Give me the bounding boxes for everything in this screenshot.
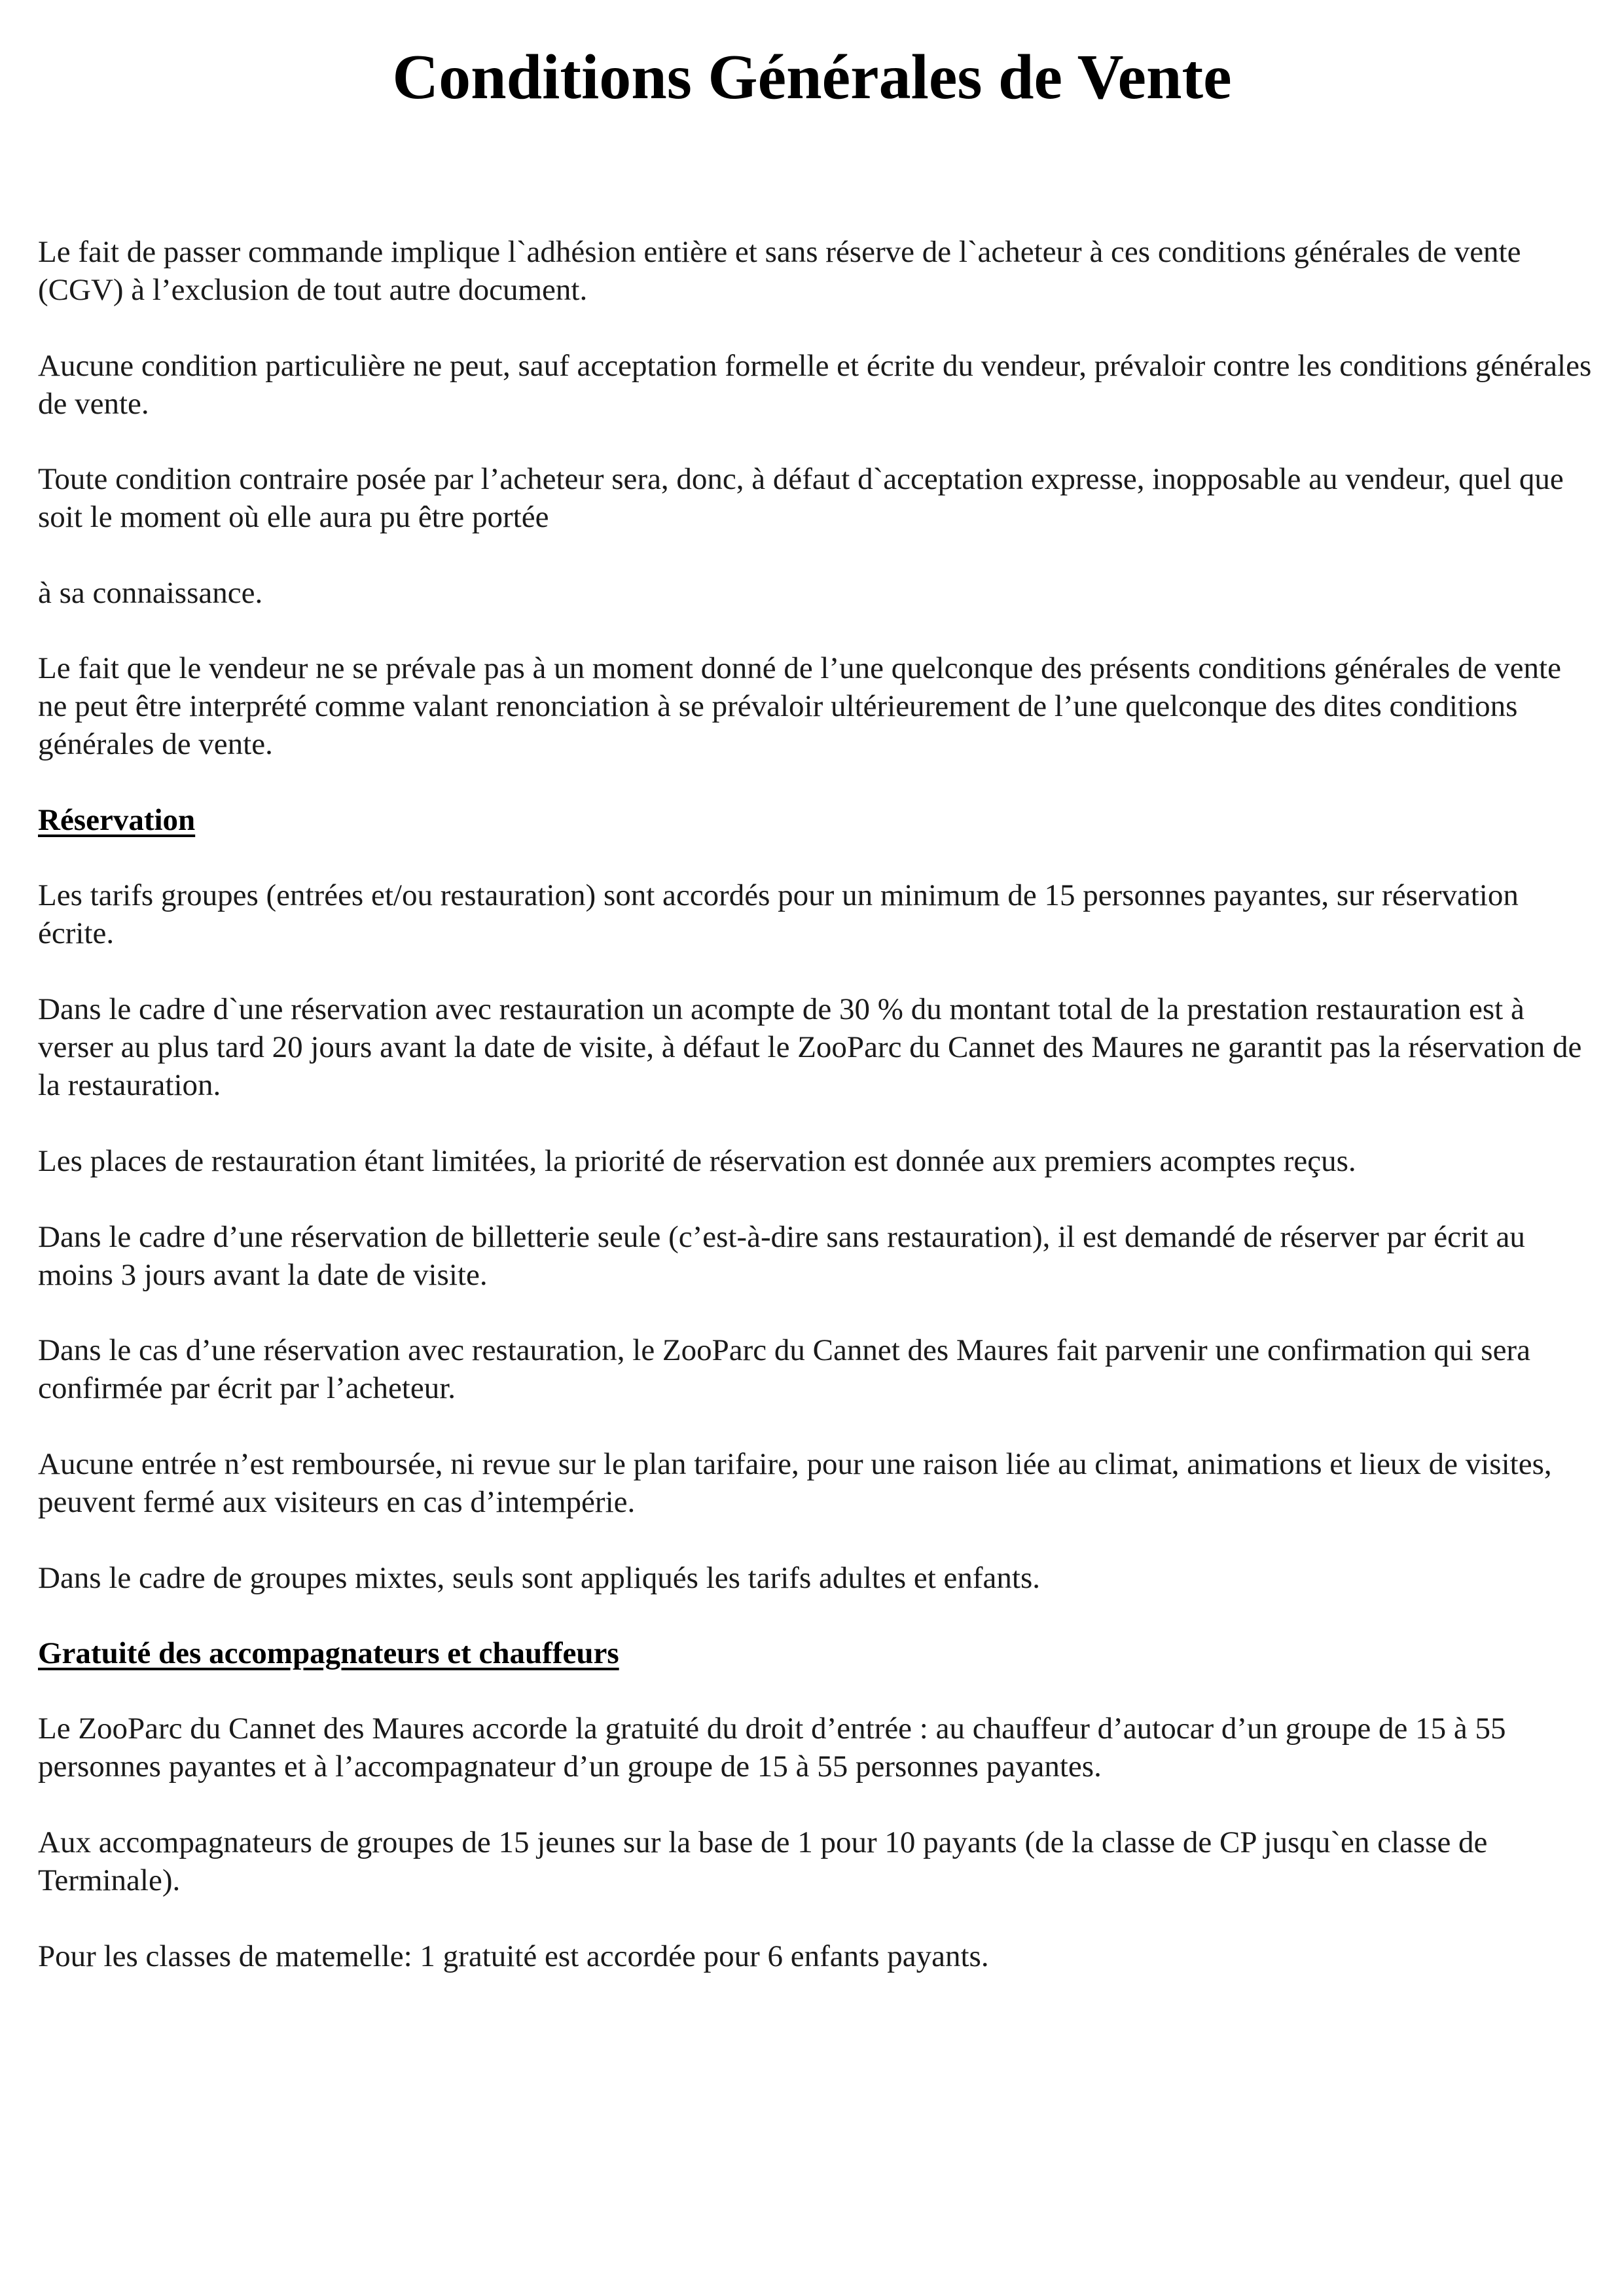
reservation-paragraph-priority: Les places de restauration étant limitées, la priorité de réservation est donnée aux premiers acomptes reçus. [38, 1144, 1356, 1178]
reservation-paragraph-mixed-groups: Dans le cadre de groupes mixtes, seuls sont appliqués les tarifs adultes et enfants. [38, 1561, 1041, 1595]
intro-paragraph-contrary-conditions: Toute condition contraire posée par l’acheteur sera, donc, à défaut d`acceptation expresse, inopposable au vendeur, quel que soit le moment où elle aura pu être portée [38, 462, 1564, 534]
intro-paragraph-non-waiver: Le fait que le vendeur ne se prévale pas à un moment donné de l’une quelconque des présents conditions générales de vente ne peut être interprété comme valant renonciation à se prévaloir ultérieurement de l’une quelconque des dites conditions générales de vente. [38, 651, 1561, 761]
reservation-paragraph-ticketing-only: Dans le cadre d’une réservation de billetterie seule (c’est-à-dire sans restauration), il est demandé de réserver par écrit au moins 3 jours avant la date de visite. [38, 1220, 1525, 1292]
section-heading-reservation: Réservation [38, 803, 196, 837]
section-heading-gratuite: Gratuité des accompagnateurs et chauffeurs [38, 1636, 619, 1670]
intro-paragraph-acceptance: Le fait de passer commande implique l`adhésion entière et sans réserve de l`acheteur à ces conditions générales de vente (CGV) à l’exclusion de tout autre document. [38, 235, 1521, 307]
gratuite-paragraph-kindergarten: Pour les classes de matemelle: 1 gratuité est accordée pour 6 enfants payants. [38, 1939, 989, 1973]
intro-paragraph-knowledge: à sa connaissance. [38, 576, 263, 610]
gratuite-paragraph-driver-companion: Le ZooParc du Cannet des Maures accorde la gratuité du droit d’entrée : au chauffeur d’autocar d’un groupe de 15 à 55 personnes payantes et à l’accompagnateur d’un groupe de 15 à 55 personnes payantes. [38, 1712, 1506, 1784]
reservation-paragraph-group-rates: Les tarifs groupes (entrées et/ou restauration) sont accordés pour un minimum de 15 personnes payantes, sur réservation écrite. [38, 878, 1519, 950]
gratuite-paragraph-youth-groups: Aux accompagnateurs de groupes de 15 jeunes sur la base de 1 pour 10 payants (de la classe de CP jusqu`en classe de Terminale). [38, 1825, 1488, 1897]
reservation-paragraph-no-refund: Aucune entrée n’est remboursée, ni revue sur le plan tarifaire, pour une raison liée au climat, animations et lieux de visites, peuvent fermé aux visiteurs en cas d’intempérie. [38, 1447, 1552, 1519]
intro-paragraph-particular-conditions: Aucune condition particulière ne peut, sauf acceptation formelle et écrite du vendeur, prévaloir contre les conditions générales de vente. [38, 349, 1592, 421]
reservation-paragraph-deposit: Dans le cadre d`une réservation avec restauration un acompte de 30 % du montant total de la prestation restauration est à verser au plus tard 20 jours avant la date de visite, à défaut le ZooParc du Cannet des Maures ne garantit pas la réservation de la restauration. [38, 992, 1582, 1102]
reservation-paragraph-confirmation: Dans le cas d’une réservation avec restauration, le ZooParc du Cannet des Maures fait parvenir une confirmation qui sera confirmée par écrit par l’acheteur. [38, 1333, 1530, 1405]
page-title: Conditions Générales de Vente [392, 42, 1232, 113]
